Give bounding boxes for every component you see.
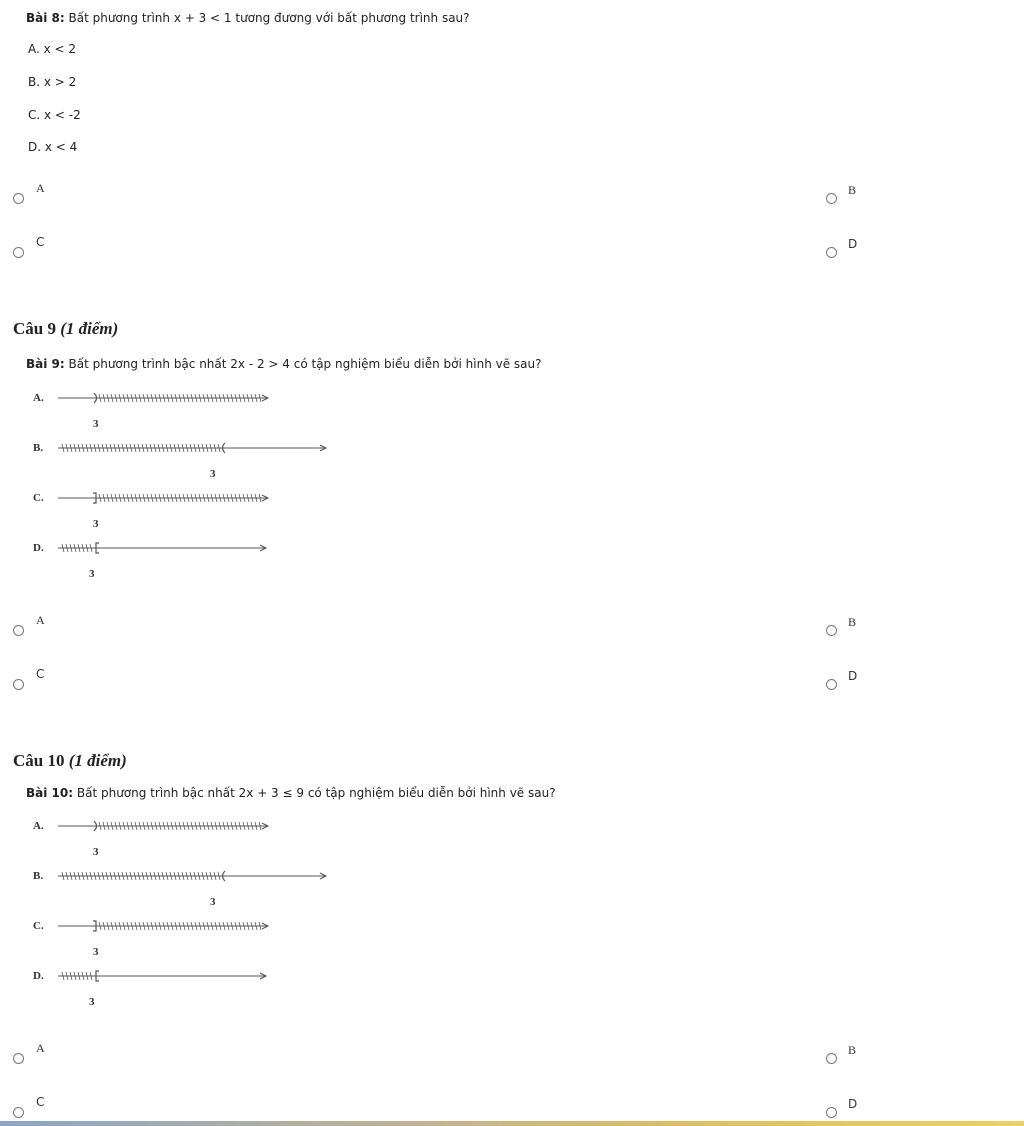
- q8-radio-b[interactable]: [826, 193, 837, 204]
- q9-answer-c-label: C: [36, 667, 45, 681]
- q9-figure-value-b: 3: [210, 468, 216, 480]
- q10-prompt-text: Bất phương trình bậc nhất 2x + 3 ≤ 9 có tập nghiệm biểu diễn bởi hình vẽ sau?: [73, 786, 556, 800]
- q10-figure-letter-c: C.: [33, 920, 44, 932]
- q9-figure-letter-a: A.: [33, 392, 44, 404]
- q10-number-line-d: [58, 969, 358, 983]
- q10-number-line-b: [58, 869, 358, 883]
- q10-answer-b-label: B: [848, 1043, 857, 1057]
- q8-option-a: A. x < 2: [28, 42, 77, 56]
- q9-figure-letter-d: D.: [33, 542, 44, 554]
- q9-prompt-text: Bất phương trình bậc nhất 2x - 2 > 4 có tập nghiệm biểu diễn bởi hình vẽ sau?: [64, 357, 542, 371]
- q9-radio-b[interactable]: [826, 625, 837, 636]
- q9-radio-d[interactable]: [826, 679, 837, 690]
- q10-radio-d[interactable]: [826, 1107, 837, 1118]
- q9-title-text: Câu 9: [13, 319, 56, 338]
- q8-answer-a-label: A: [36, 181, 45, 195]
- q8-answer-c-label: C: [36, 235, 45, 249]
- q10-figure-letter-b: B.: [33, 870, 44, 882]
- q9-title: [13, 319, 118, 339]
- q10-number-line-a: [58, 819, 358, 833]
- q10-radio-b[interactable]: [826, 1053, 837, 1064]
- q9-answer-a-label: A: [36, 613, 45, 627]
- q8-radio-d[interactable]: [826, 247, 837, 258]
- q8-prompt-label: Bài 8:: [26, 11, 65, 25]
- q8-prompt: [26, 11, 470, 25]
- q10-answer-a-label: A: [36, 1041, 45, 1055]
- q9-answer-b-label: B: [848, 615, 857, 629]
- q9-figure-letter-b: B.: [33, 442, 44, 454]
- q8-option-c: C. x < -2: [28, 108, 81, 122]
- q9-prompt: [26, 357, 542, 371]
- q10-figure-value-d: 3: [89, 996, 95, 1008]
- q8-answer-d-label: D: [848, 237, 858, 251]
- q8-radio-a[interactable]: [13, 193, 24, 204]
- q10-radio-a[interactable]: [13, 1053, 24, 1064]
- q9-radio-c[interactable]: [13, 679, 24, 690]
- q8-prompt-text: Bất phương trình x + 3 < 1 tương đương với bất phương trình sau?: [64, 11, 470, 25]
- q9-answer-d-label: D: [848, 669, 858, 683]
- q10-figure-value-c: 3: [93, 946, 99, 958]
- q9-number-line-b: [58, 441, 358, 455]
- q9-number-line-c: [58, 491, 358, 505]
- q9-figure-value-c: 3: [93, 518, 99, 530]
- q9-number-line-a: [58, 391, 358, 405]
- q8-option-b: B. x > 2: [28, 75, 77, 89]
- q9-figure-value-d: 3: [89, 568, 95, 580]
- q8-radio-c[interactable]: [13, 247, 24, 258]
- q9-prompt-label: Bài 9:: [26, 357, 65, 371]
- q10-figure-letter-d: D.: [33, 970, 44, 982]
- q10-prompt: [26, 786, 556, 800]
- q10-figure-value-b: 3: [210, 896, 216, 908]
- q10-answer-d-label: D: [848, 1097, 858, 1111]
- q10-answer-c-label: C: [36, 1095, 45, 1109]
- q10-figure-letter-a: A.: [33, 820, 44, 832]
- q8-option-d: D. x < 4: [28, 140, 78, 154]
- q10-figure-value-a: 3: [93, 846, 99, 858]
- q10-prompt-label: Bài 10:: [26, 786, 74, 800]
- q10-number-line-c: [58, 919, 358, 933]
- bottom-progress-strip: [0, 1121, 1024, 1126]
- q9-radio-a[interactable]: [13, 625, 24, 636]
- q10-points: (1 điểm): [68, 751, 127, 770]
- q9-number-line-d: [58, 541, 358, 555]
- q10-title: [13, 751, 127, 771]
- q8-answer-b-label: B: [848, 183, 857, 197]
- q10-title-text: Câu 10: [13, 751, 65, 770]
- q10-radio-c[interactable]: [13, 1107, 24, 1118]
- q9-figure-letter-c: C.: [33, 492, 44, 504]
- q9-points: (1 điểm): [60, 319, 119, 338]
- q9-figure-value-a: 3: [93, 418, 99, 430]
